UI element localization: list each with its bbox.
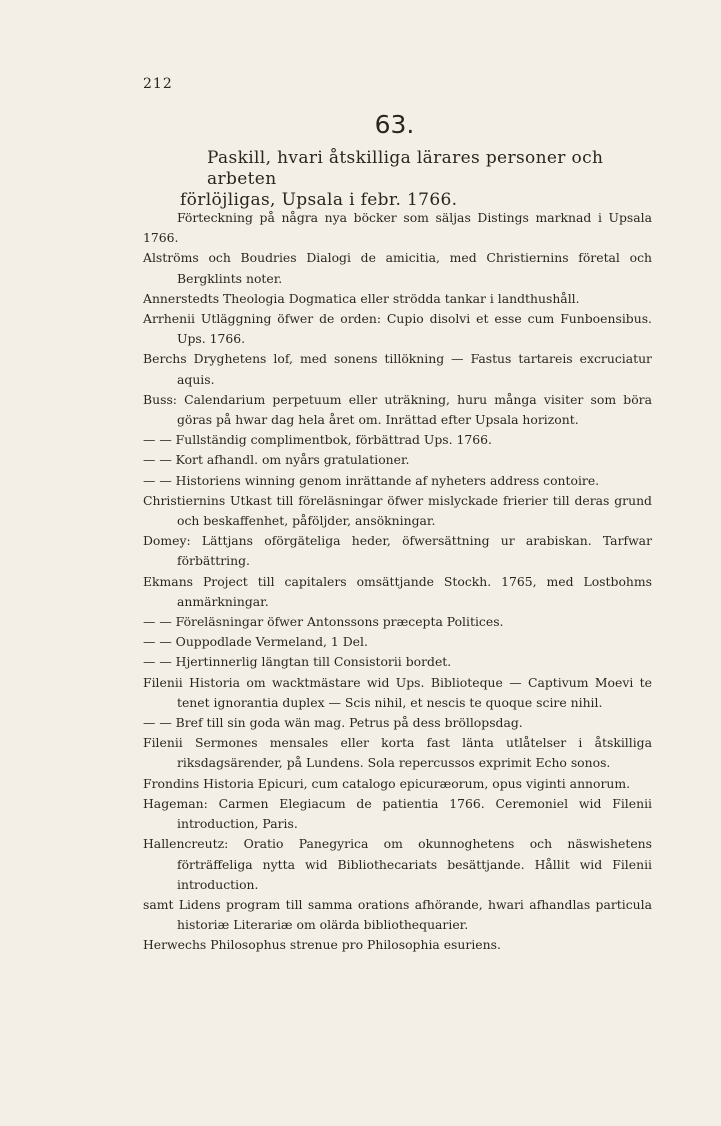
list-item: Ekmans Project till capitalers omsättjande Stockh. 1765, med Lostbohms anmärkningar. bbox=[143, 573, 652, 609]
list-item: — — Fullständig complimentbok, förbättrad Ups. 1766. bbox=[143, 432, 492, 448]
list-item: Arrhenii Utläggning öfwer de orden: Cupio disolvi et esse cum Funboensibus. Ups. 1766. bbox=[143, 311, 652, 347]
page-number: 212 bbox=[143, 76, 173, 92]
entry-list bbox=[143, 208, 652, 956]
list-item: Buss: Calendarium perpetuum eller uträkning, huru många visiter som böra göras på hwar dag hela året om. Inrättad efter Upsala horizont. bbox=[143, 391, 652, 428]
list-item: — — Hjertinnerlig längtan till Consistorii bordet. bbox=[143, 654, 452, 670]
list-item: samt Lidens program till samma orations afhörande, hwari afhandlas particula historiæ Literariæ om olärda bibliothequarier. bbox=[143, 896, 652, 933]
list-item: Hallencreutz: Oratio Panegyrica om okunnoghetens och näswishetens förträffeliga nytta wid Bibliothecariats besättjande. Hållit wid Filenii introduction. bbox=[143, 836, 652, 892]
list-item: Förteckning på några nya böcker som säljas Distings marknad i Upsala 1766. bbox=[143, 210, 652, 246]
list-item: Herwechs Philosophus strenue pro Philosophia esuriens. bbox=[143, 937, 501, 953]
list-item: Domey: Lättjans oförgäteliga heder, öfwersättning ur arabiskan. Tarfwar förbättring. bbox=[143, 533, 652, 569]
list-item: Berchs Dryghetens lof, med sonens tillökning — Fastus tartareis excruciatur aquis. bbox=[143, 351, 652, 387]
title-line-2: förlöjligas, Upsala i febr. 1766. bbox=[180, 190, 458, 210]
list-item: — — Föreläsningar öfwer Antonssons præcepta Politices. bbox=[143, 614, 504, 630]
list-item: — — Ouppodlade Vermeland, 1 Del. bbox=[143, 634, 368, 650]
list-item: — — Historiens winning genom inrättande af nyheters address contoire. bbox=[143, 472, 600, 488]
document-number: 63. bbox=[374, 110, 415, 139]
document-title bbox=[180, 148, 657, 211]
list-item: Filenii Historia om wacktmästare wid Ups. Biblioteque — Captivum Moevi te tenet ignorantia duplex — Scis nihil, et nescis te quoque scire nihil. bbox=[143, 674, 652, 710]
list-item: Christiernins Utkast till föreläsningar öfwer mislyckade frierier till deras grund och beskaffenhet, påföljder, ansökningar. bbox=[143, 492, 652, 529]
list-item: Alströms och Boudries Dialogi de amicitia, med Christiernins företal och Bergklints noter. bbox=[143, 250, 652, 286]
list-item: — — Kort afhandl. om nyårs gratulationer. bbox=[143, 452, 410, 468]
list-item: Hageman: Carmen Elegiacum de patientia 1766. Ceremoniel wid Filenii introduction, Paris. bbox=[143, 795, 652, 832]
list-item: — — Bref till sin goda wän mag. Petrus på dess bröllopsdag. bbox=[143, 715, 523, 731]
list-item: Filenii Sermones mensales eller korta fast länta utlåtelser i åtskilliga riksdagsärender, på Lundens. Sola repercussos exprimit Echo sonos. bbox=[143, 735, 652, 771]
title-line-1: Paskill, hvari åtskilliga lärares personer och arbeten bbox=[207, 148, 604, 189]
list-item: Frondins Historia Epicuri, cum catalogo epicuræorum, opus viginti annorum. bbox=[143, 775, 631, 791]
list-item: Annerstedts Theologia Dogmatica eller strödda tankar i landthushåll. bbox=[143, 290, 580, 306]
